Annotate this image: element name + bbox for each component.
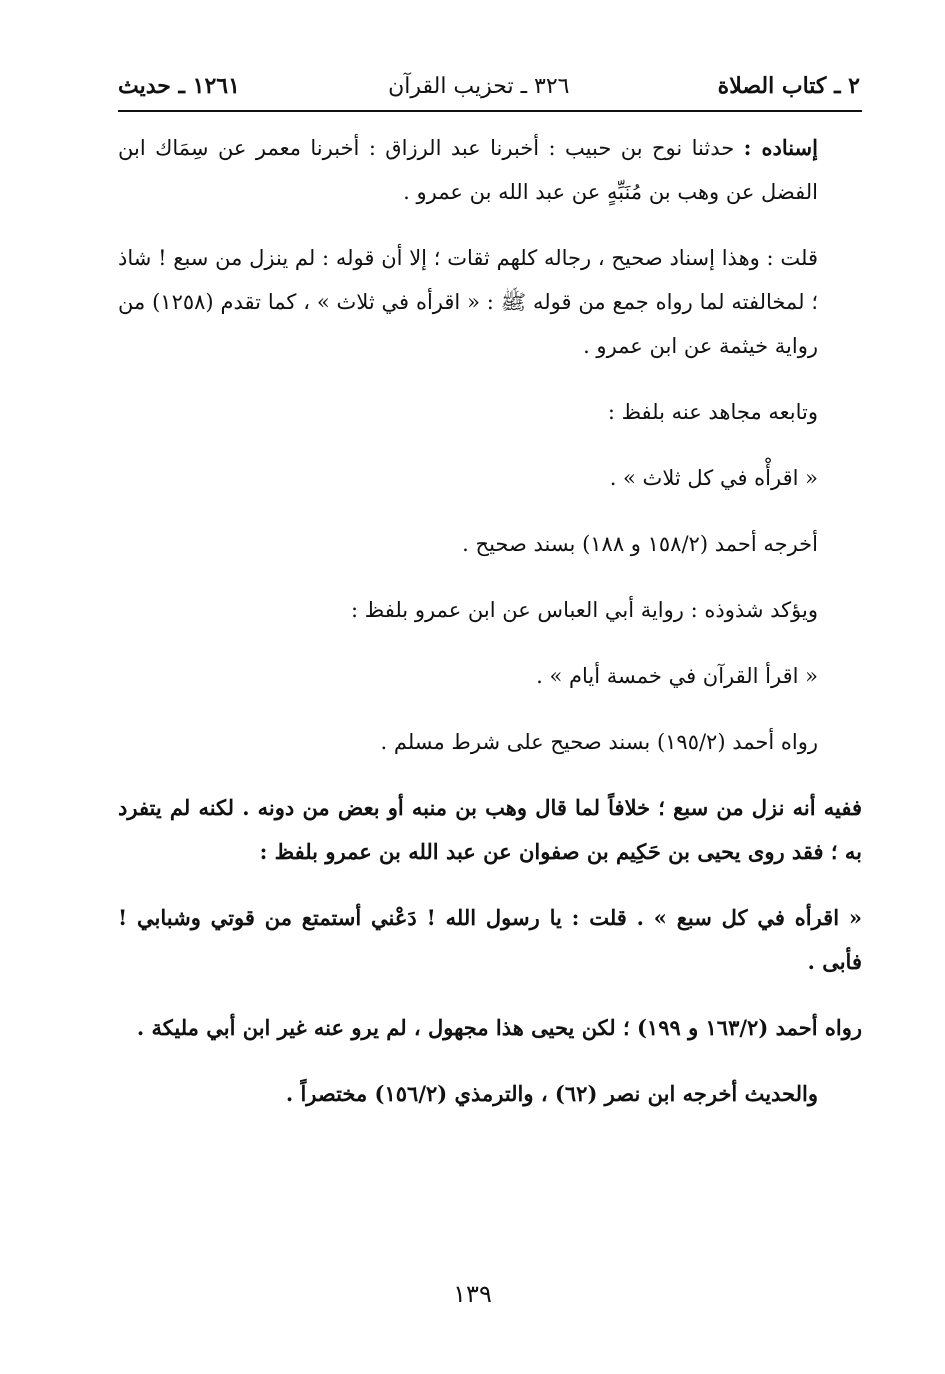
paragraph-isnad bbox=[118, 126, 862, 214]
header-chapter: ٢ ـ كتاب الصلاة bbox=[717, 73, 860, 99]
header-hadith-number: ١٢٦١ ـ حديث bbox=[118, 73, 240, 99]
paragraph-mutaba: وتابعه مجاهد عنه بلفظ : bbox=[607, 400, 818, 424]
paragraph-quote-five: « اقرأ القرآن في خمسة أيام » . bbox=[536, 664, 818, 688]
isnad-text: حدثنا نوح بن حبيب : أخبرنا عبد الرزاق : أخبرنا معمر عن سِمَاك ابن الفضل عن وهب بن مُنَبِّهٍ عن عبد الله بن عمرو . bbox=[118, 136, 818, 204]
paragraph-seven: ففيه أنه نزل من سبع ؛ خلافاً لما قال وهب بن منبه أو بعض من دونه . لكنه لم يتفرد به ؛ فقد روى يحيى بن حَكِيم بن صفوان عن عبد الله بن عمرو بلفظ : bbox=[118, 795, 862, 864]
paragraph-ahmad-3: رواه أحمد (١٦٣/٢ و ١٩٩) ؛ لكن يحيى هذا مجهول ، لم يرو عنه غير ابن أبي مليكة . bbox=[136, 1015, 862, 1040]
header-rule bbox=[118, 110, 862, 112]
header-section: ٣٢٦ ـ تحزيب القرآن bbox=[388, 73, 570, 99]
paragraph-takhrij: والحديث أخرجه ابن نصر (٦٢) ، والترمذي (١٥٦/٢) مختصراً . bbox=[285, 1081, 818, 1106]
page-number: ١٣٩ bbox=[453, 1280, 492, 1308]
paragraph-quote-three: « اقرأْه في كل ثلاث » . bbox=[609, 466, 818, 490]
paragraph-ahmad-2: رواه أحمد (١٩٥/٢) بسند صحيح على شرط مسلم . bbox=[380, 730, 818, 754]
page-body bbox=[118, 126, 862, 1138]
paragraph-shudhudh: ويؤكد شذوذه : رواية أبي العباس عن ابن عمرو بلفظ : bbox=[351, 598, 818, 622]
paragraph-comment: قلت : وهذا إسناد صحيح ، رجاله كلهم ثقات ؛ إلا أن قوله : لم ينزل من سبع ! شاذ ؛ لمخالفته لما رواه جمع من قوله ﷺ : « اقرأه في ثلاث » ، كما تقدم (١٢٥٨) من رواية خيثمة عن ابن عمرو . bbox=[118, 246, 818, 358]
paragraph-quote-seven: « اقرأه في كل سبع » . قلت : يا رسول الله ! دَعْني أستمتع من قوتي وشبابي ! فأبى . bbox=[118, 905, 862, 974]
paragraph-ahmad-1: أخرجه أحمد (١٥٨/٢ و ١٨٨) بسند صحيح . bbox=[462, 532, 818, 556]
isnad-label: إسناده : bbox=[743, 135, 818, 160]
running-header bbox=[118, 68, 860, 104]
